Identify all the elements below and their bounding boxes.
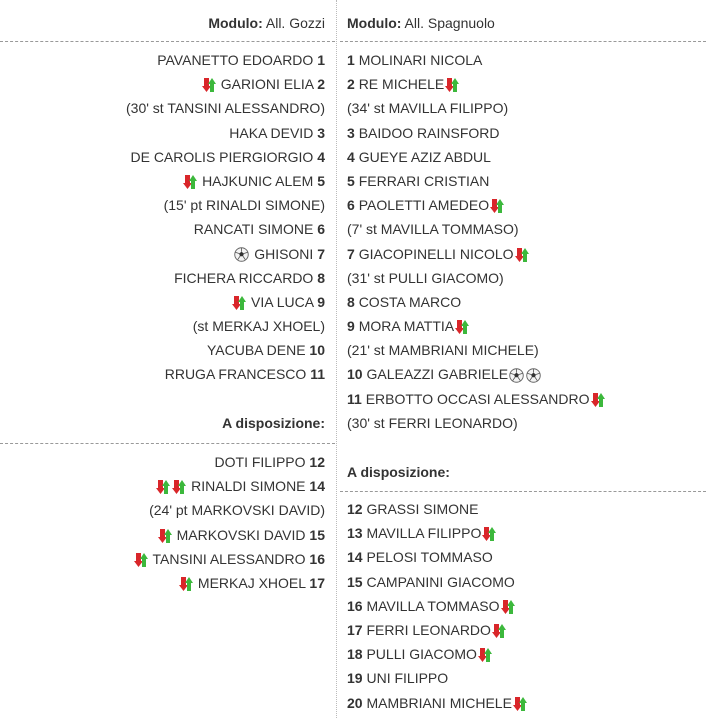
player-number: 11 <box>310 366 325 383</box>
substitution-text: (30' st FERRI LEONARDO) <box>347 414 518 431</box>
player-number: 14 <box>309 478 325 495</box>
player-name: DE CAROLIS PIERGIORGIO <box>130 148 314 165</box>
player-row <box>347 642 528 666</box>
substitution-row <box>347 266 606 290</box>
player-row <box>347 545 528 569</box>
player-row <box>126 121 325 145</box>
player-number: 5 <box>347 172 355 189</box>
player-name: ERBOTTO OCCASI ALESSANDRO <box>365 390 590 407</box>
player-number: 4 <box>317 148 325 165</box>
substitution-text: (21' st MAMBRIANI MICHELE) <box>347 342 539 359</box>
substitution-row <box>347 217 606 241</box>
player-row <box>347 497 528 521</box>
player-number: 1 <box>347 52 355 68</box>
home-header-rule <box>0 41 335 42</box>
player-row <box>347 594 528 618</box>
player-name: PELOSI TOMMASO <box>366 549 493 566</box>
player-name: HAKA DEVID <box>229 124 314 141</box>
player-name: RINALDI SIMONE <box>191 478 306 495</box>
player-name: PAVANETTO EDOARDO <box>157 52 314 68</box>
player-row <box>347 169 606 193</box>
substitution-text: (24' pt MARKOVSKI DAVID) <box>149 502 325 519</box>
player-row <box>347 521 528 545</box>
player-name: MAVILLA TOMMASO <box>366 597 500 614</box>
player-number: 12 <box>309 454 325 470</box>
player-row <box>347 570 528 594</box>
player-row <box>133 450 325 474</box>
substitution-icon <box>490 198 504 214</box>
player-number: 7 <box>347 245 355 262</box>
substitution-icon <box>501 599 515 615</box>
player-name: GIACOPINELLI NICOLO <box>358 245 514 262</box>
player-name: GHISONI <box>254 245 314 262</box>
player-name: MAMBRIANI MICHELE <box>366 694 512 711</box>
player-number: 4 <box>347 148 355 165</box>
goal-ball-icon <box>526 368 541 383</box>
player-number: 9 <box>317 293 325 310</box>
substitution-icon <box>513 696 527 712</box>
substitution-icon <box>202 77 216 93</box>
player-name: RRUGA FRANCESCO <box>164 366 307 383</box>
player-row <box>126 242 325 266</box>
player-number: 20 <box>347 694 363 711</box>
substitution-row <box>126 96 325 120</box>
player-name: GALEAZZI GABRIELE <box>366 366 509 383</box>
substitution-text: (7' st MAVILLA TOMMASO) <box>347 221 519 238</box>
player-name: GARIONI ELIA <box>220 76 314 93</box>
home-starters-list <box>126 48 325 387</box>
away-bench-title: A disposizione: <box>347 464 450 480</box>
player-number: 17 <box>309 574 325 591</box>
away-coach: All. Spagnuolo <box>404 15 495 31</box>
player-row <box>347 666 528 690</box>
player-name: GRASSI SIMONE <box>366 501 479 517</box>
player-row <box>126 338 325 362</box>
player-row <box>347 691 528 715</box>
player-name: YACUBA DENE <box>206 342 306 359</box>
substitution-text: (31' st PULLI GIACOMO) <box>347 269 504 286</box>
player-name: BAIDOO RAINSFORD <box>358 124 500 141</box>
player-name: FICHERA RICCARDO <box>174 269 314 286</box>
player-name: PAOLETTI AMEDEO <box>358 197 490 214</box>
player-name: FERRI LEONARDO <box>366 621 491 638</box>
player-row <box>126 145 325 169</box>
substitution-icon <box>183 174 197 190</box>
player-row <box>126 48 325 72</box>
player-number: 7 <box>317 245 325 262</box>
away-bench-rule <box>340 491 706 492</box>
player-row <box>133 474 325 498</box>
substitution-icon <box>156 479 170 495</box>
player-row <box>126 290 325 314</box>
home-modulo <box>208 15 325 31</box>
column-divider <box>336 0 337 718</box>
player-row <box>347 387 606 411</box>
player-name: HAJKUNIC ALEM <box>202 172 314 189</box>
player-name: RANCATI SIMONE <box>193 221 314 238</box>
player-number: 13 <box>347 525 363 542</box>
substitution-icon <box>158 528 172 544</box>
player-name: MOLINARI NICOLA <box>358 52 483 68</box>
substitution-row <box>126 193 325 217</box>
player-row <box>126 217 325 241</box>
goal-ball-icon <box>509 368 524 383</box>
player-number: 1 <box>317 52 325 68</box>
substitution-icon <box>134 552 148 568</box>
player-name: MARKOVSKI DAVID <box>176 526 306 543</box>
player-row <box>347 145 606 169</box>
player-name: MORA MATTIA <box>358 318 455 335</box>
player-name: VIA LUCA <box>251 293 314 310</box>
away-bench-list <box>347 497 528 715</box>
substitution-row <box>133 498 325 522</box>
substitution-icon <box>232 295 246 311</box>
player-row <box>347 290 606 314</box>
player-name: CAMPANINI GIACOMO <box>366 573 515 590</box>
player-number: 8 <box>317 269 325 286</box>
substitution-text: (st MERKAJ XHOEL) <box>192 318 325 335</box>
player-number: 2 <box>317 76 325 93</box>
player-name: TANSINI ALESSANDRO <box>152 550 306 567</box>
substitution-row <box>347 338 606 362</box>
player-number: 18 <box>347 646 363 663</box>
player-number: 2 <box>347 76 355 93</box>
player-row <box>133 547 325 571</box>
player-name: PULLI GIACOMO <box>366 646 477 663</box>
player-row <box>126 72 325 96</box>
player-name: MAVILLA FILIPPO <box>366 525 482 542</box>
player-number: 3 <box>347 124 355 141</box>
player-row <box>347 193 606 217</box>
player-number: 17 <box>347 621 363 638</box>
player-number: 11 <box>347 390 362 407</box>
home-bench-title: A disposizione: <box>222 415 325 431</box>
away-starters-list <box>347 48 606 435</box>
player-row <box>126 169 325 193</box>
player-name: RE MICHELE <box>358 76 445 93</box>
player-row <box>347 314 606 338</box>
substitution-row <box>126 314 325 338</box>
player-row <box>347 242 606 266</box>
player-row <box>347 618 528 642</box>
player-row <box>347 121 606 145</box>
away-header-rule <box>340 41 706 42</box>
player-name: UNI FILIPPO <box>366 670 449 687</box>
goal-ball-icon <box>234 247 249 262</box>
player-number: 6 <box>347 197 355 214</box>
substitution-icon <box>478 647 492 663</box>
player-number: 9 <box>347 318 355 335</box>
player-name: GUEYE AZIZ ABDUL <box>358 148 491 165</box>
player-number: 5 <box>317 172 325 189</box>
player-row <box>126 362 325 386</box>
player-number: 19 <box>347 670 363 687</box>
substitution-icon <box>515 247 529 263</box>
player-name: DOTI FILIPPO <box>214 454 306 470</box>
player-name: MERKAJ XHOEL <box>197 574 306 591</box>
player-row <box>347 48 606 72</box>
player-number: 15 <box>309 526 325 543</box>
player-name: FERRARI CRISTIAN <box>358 172 490 189</box>
substitution-text: (30' st TANSINI ALESSANDRO) <box>126 100 325 117</box>
home-bench-rule <box>0 443 335 444</box>
player-number: 8 <box>347 293 355 310</box>
home-bench-list <box>133 450 325 595</box>
home-modulo-label: Modulo: <box>208 15 263 31</box>
player-name: COSTA MARCO <box>358 293 462 310</box>
substitution-icon <box>445 77 459 93</box>
player-number: 16 <box>347 597 363 614</box>
substitution-icon <box>591 392 605 408</box>
player-number: 12 <box>347 501 363 517</box>
player-number: 14 <box>347 549 363 566</box>
player-number: 16 <box>309 550 325 567</box>
substitution-text: (34' st MAVILLA FILIPPO) <box>347 100 509 117</box>
away-modulo-label: Modulo: <box>347 15 402 31</box>
player-number: 15 <box>347 573 363 590</box>
substitution-icon <box>172 479 186 495</box>
away-modulo <box>347 15 495 31</box>
player-row <box>126 266 325 290</box>
substitution-icon <box>492 623 506 639</box>
substitution-text: (15' pt RINALDI SIMONE) <box>163 197 325 214</box>
player-row <box>133 523 325 547</box>
player-row <box>347 72 606 96</box>
player-number: 10 <box>309 342 325 359</box>
player-number: 10 <box>347 366 363 383</box>
substitution-icon <box>179 576 193 592</box>
player-row <box>133 571 325 595</box>
substitution-row <box>347 96 606 120</box>
substitution-row <box>347 411 606 435</box>
player-number: 3 <box>317 124 325 141</box>
player-row <box>347 362 606 386</box>
substitution-icon <box>455 319 469 335</box>
substitution-icon <box>482 526 496 542</box>
player-number: 6 <box>317 221 325 238</box>
home-coach: All. Gozzi <box>265 15 325 31</box>
